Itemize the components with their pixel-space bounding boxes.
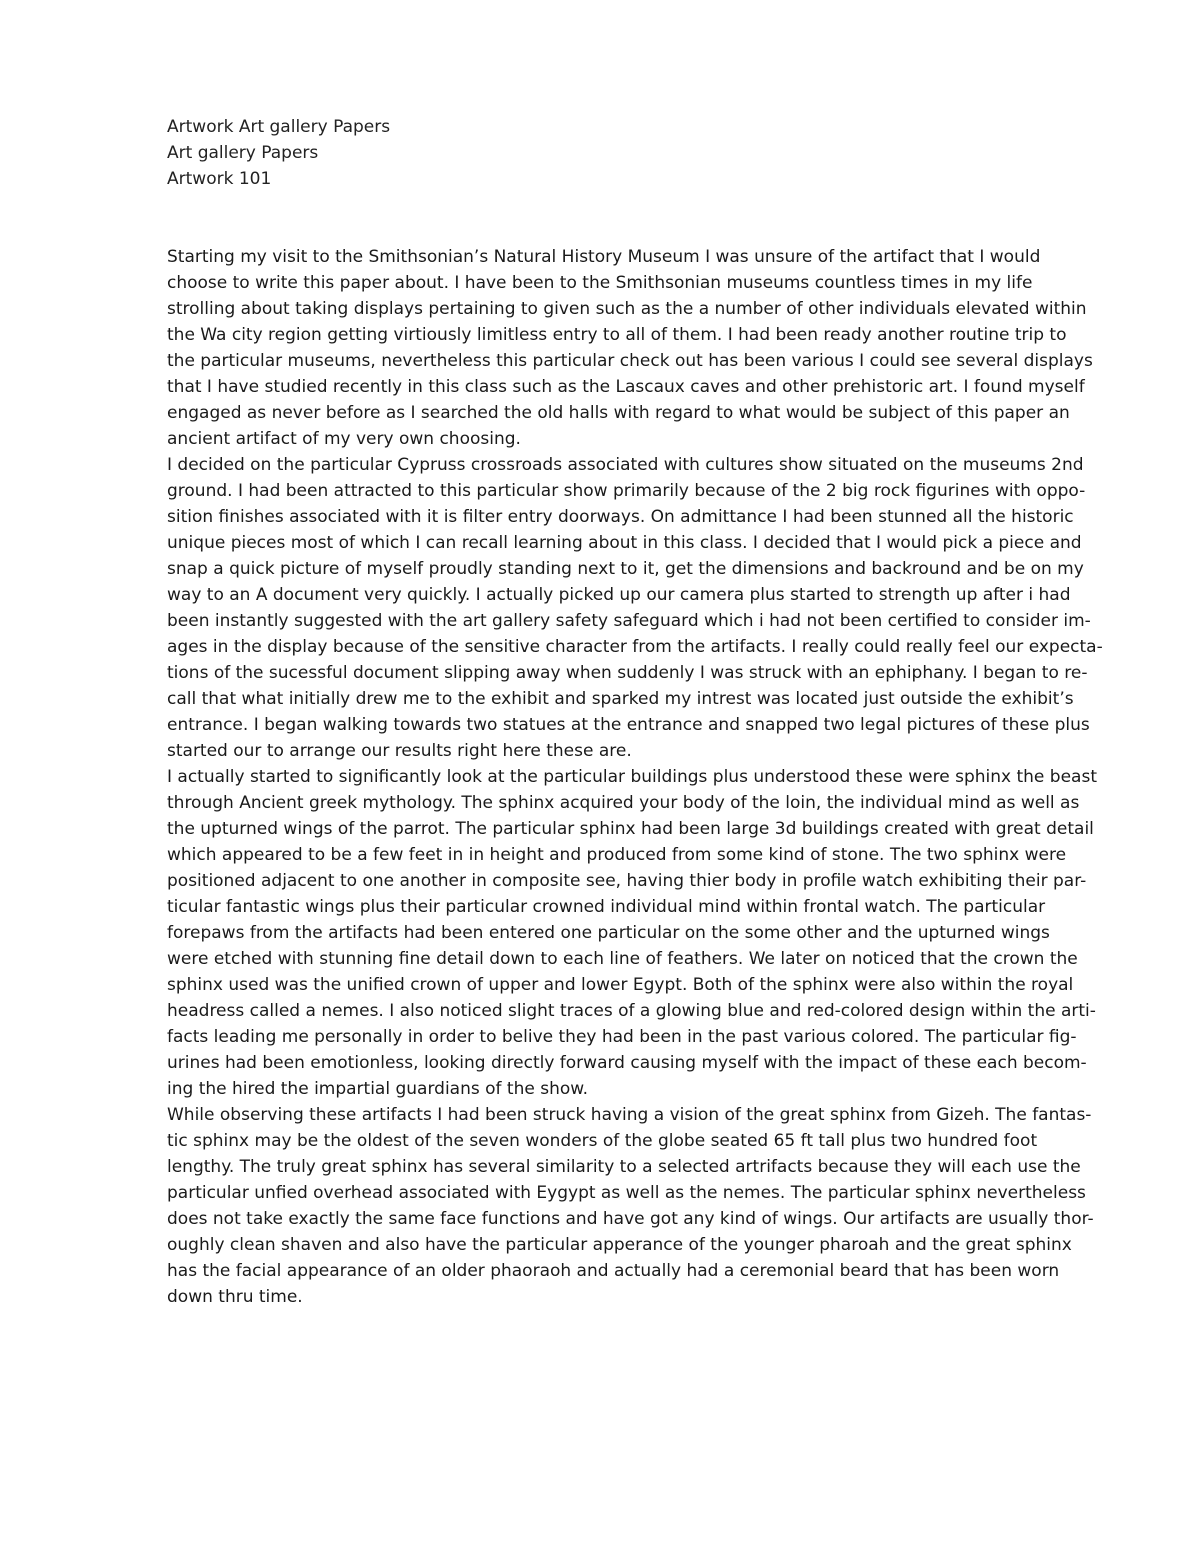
text-line: sphinx used was the unified crown of upper and lower Egypt. Both of the sphinx were also within the royal <box>167 975 1074 995</box>
text-line: snap a quick picture of myself proudly standing next to it, get the dimensions and backround and be on my <box>167 559 1084 579</box>
text-line: through Ancient greek mythology. The sphinx acquired your body of the loin, the individual mind as well as <box>167 793 1080 813</box>
text-line: ground. I had been attracted to this particular show primarily because of the 2 big rock figurines with oppo- <box>167 481 1086 501</box>
paragraph-1 <box>167 244 1107 452</box>
text-line: lengthy. The truly great sphinx has several similarity to a selected artrifacts because they will each use the <box>167 1157 1081 1177</box>
paragraph-3 <box>167 764 1107 1102</box>
header-line-course: Artwork 101 <box>167 169 272 189</box>
text-line: oughly clean shaven and also have the particular apperance of the younger pharoah and the great sphinx <box>167 1235 1072 1255</box>
text-line: ticular fantastic wings plus their particular crowned individual mind within frontal watch. The particular <box>167 897 1046 917</box>
header-line-subtitle: Art gallery Papers <box>167 143 319 163</box>
text-line: choose to write this paper about. I have been to the Smithsonian museums countless times in my life <box>167 273 1033 293</box>
paragraph-4 <box>167 1102 1107 1310</box>
document-header <box>167 114 1107 192</box>
text-line: started our to arrange our results right here these are. <box>167 741 632 761</box>
text-line: forepaws from the artifacts had been entered one particular on the some other and the upturned wings <box>167 923 1050 943</box>
text-line: I actually started to significantly look at the particular buildings plus understood these were sphinx the beast <box>167 767 1097 787</box>
text-line: the Wa city region getting virtiously limitless entry to all of them. I had been ready another routine trip to <box>167 325 1067 345</box>
text-line: urines had been emotionless, looking directly forward causing myself with the impact of these each becom- <box>167 1053 1087 1073</box>
text-line: positioned adjacent to one another in composite see, having thier body in profile watch exhibiting their par- <box>167 871 1087 891</box>
text-line: ancient artifact of my very own choosing. <box>167 429 521 449</box>
text-line: sition finishes associated with it is filter entry doorways. On admittance I had been stunned all the historic <box>167 507 1074 527</box>
text-line: the particular museums, nevertheless this particular check out has been various I could see several displays <box>167 351 1093 371</box>
text-line: been instantly suggested with the art gallery safety safeguard which i had not been certified to consider im- <box>167 611 1091 631</box>
text-line: tions of the sucessful document slipping away when suddenly I was struck with an ephiphany. I began to re- <box>167 663 1088 683</box>
text-line: While observing these artifacts I had been struck having a vision of the great sphinx from Gizeh. The fantas- <box>167 1105 1092 1125</box>
text-line: ing the hired the impartial guardians of the show. <box>167 1079 588 1099</box>
text-line: tic sphinx may be the oldest of the seven wonders of the globe seated 65 ft tall plus two hundred foot <box>167 1131 1038 1151</box>
text-line: down thru time. <box>167 1287 303 1307</box>
text-line: does not take exactly the same face functions and have got any kind of wings. Our artifacts are usually thor- <box>167 1209 1094 1229</box>
text-line: that I have studied recently in this class such as the Lascaux caves and other prehistoric art. I found myself <box>167 377 1085 397</box>
text-line: headress called a nemes. I also noticed slight traces of a glowing blue and red-colored design within the arti- <box>167 1001 1096 1021</box>
text-line: entrance. I began walking towards two statues at the entrance and snapped two legal pictures of these plus <box>167 715 1090 735</box>
text-line: Starting my visit to the Smithsonian’s Natural History Museum I was unsure of the artifact that I would <box>167 247 1041 267</box>
text-line: which appeared to be a few feet in in height and produced from some kind of stone. The two sphinx were <box>167 845 1067 865</box>
text-line: strolling about taking displays pertaining to given such as the a number of other individuals elevated within <box>167 299 1087 319</box>
text-line: particular unfied overhead associated with Eygypt as well as the nemes. The particular sphinx nevertheless <box>167 1183 1086 1203</box>
text-line: way to an A document very quickly. I actually picked up our camera plus started to strength up after i had <box>167 585 1071 605</box>
text-line: call that what initially drew me to the exhibit and sparked my intrest was located just outside the exhibit’s <box>167 689 1074 709</box>
text-line: the upturned wings of the parrot. The particular sphinx had been large 3d buildings created with great detail <box>167 819 1094 839</box>
header-line-title: Artwork Art gallery Papers <box>167 117 391 137</box>
header-spacer <box>167 192 1107 218</box>
paragraph-2 <box>167 452 1107 764</box>
text-line: ages in the display because of the sensitive character from the artifacts. I really could really feel our expecta- <box>167 637 1103 657</box>
document-body <box>167 114 1107 1310</box>
header-spacer <box>167 218 1107 244</box>
text-line: engaged as never before as I searched the old halls with regard to what would be subject of this paper an <box>167 403 1070 423</box>
text-line: I decided on the particular Cypruss crossroads associated with cultures show situated on the museums 2nd <box>167 455 1084 475</box>
text-line: unique pieces most of which I can recall learning about in this class. I decided that I would pick a piece and <box>167 533 1082 553</box>
text-line: facts leading me personally in order to belive they had been in the past various colored. The particular fig- <box>167 1027 1077 1047</box>
text-line: were etched with stunning fine detail down to each line of feathers. We later on noticed that the crown the <box>167 949 1078 969</box>
text-line: has the facial appearance of an older phaoraoh and actually had a ceremonial beard that has been worn <box>167 1261 1060 1281</box>
